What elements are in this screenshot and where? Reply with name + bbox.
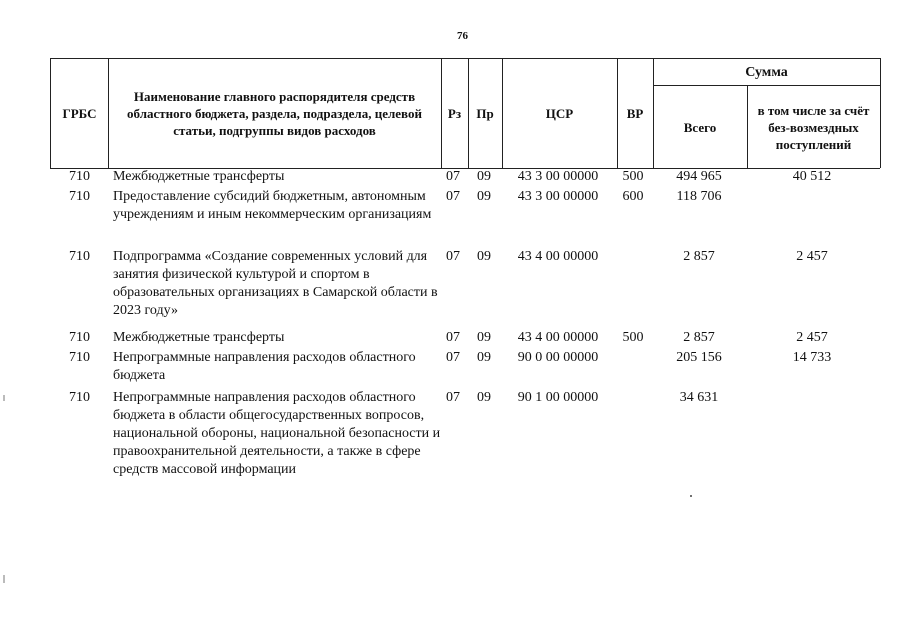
cell-total: 494 965 [676, 169, 722, 184]
cell-csr: 90 0 00 00000 [517, 350, 599, 365]
cell-grbs: 710 [69, 390, 90, 405]
header-rz: Рз [441, 58, 469, 168]
cell-rz: 07 [446, 249, 460, 264]
cell-incl: 40 512 [792, 169, 832, 184]
cell-total: 2 857 [683, 330, 715, 345]
cell-name: Непрограммные направления расходов областного бюджета в области общегосударственных вопросов, национальной обороны, национальной безопасности и правоохранительной деятельности, а также в сфере средств массовой информации [113, 390, 441, 477]
cell-vr: 600 [622, 189, 644, 204]
cell-name: Подпрограмма «Создание современных условий для занятия физической культурой и спортом в образовательных организациях в Самарской области в 2023 году» [113, 249, 438, 318]
cell-total: 205 156 [676, 350, 722, 365]
cell-pr: 09 [477, 189, 491, 204]
cell-grbs: 710 [69, 249, 90, 264]
cell-name: Предоставление субсидий бюджетным, автономным учреждениям и иным некоммерческим организациям [113, 189, 432, 222]
page-number: 76 [457, 30, 468, 42]
cell-rz: 07 [446, 390, 460, 405]
header-name: Наименование главного распорядителя средств областного бюджета, раздела, подраздела, целевой статьи, подгруппы видов расходов [108, 58, 442, 168]
cell-pr: 09 [477, 169, 491, 184]
cell-vr: 500 [622, 169, 644, 184]
cell-csr: 43 3 00 00000 [517, 169, 599, 184]
cell-grbs: 710 [69, 330, 90, 345]
cell-csr: 43 4 00 00000 [517, 330, 599, 345]
cell-rz: 07 [446, 169, 460, 184]
scan-speck [690, 495, 692, 497]
cell-name: Непрограммные направления расходов областного бюджета [113, 350, 416, 383]
cell-grbs: 710 [69, 169, 90, 184]
cell-csr: 43 3 00 00000 [517, 189, 599, 204]
header-total: Всего [653, 85, 748, 168]
cell-incl: 14 733 [792, 350, 832, 365]
header-incl: в том числе за счёт без-возмездных поступлений [747, 85, 881, 168]
cell-total: 34 631 [679, 390, 719, 405]
header-csr: ЦСР [502, 58, 618, 168]
table-header [50, 58, 880, 169]
cell-name: Межбюджетные трансферты [113, 330, 285, 345]
cell-total: 118 706 [676, 189, 722, 204]
cell-csr: 90 1 00 00000 [517, 390, 599, 405]
cell-vr: 500 [622, 330, 644, 345]
header-sum: Сумма [653, 58, 881, 86]
cell-rz: 07 [446, 350, 460, 365]
header-grbs: ГРБС [51, 58, 109, 168]
header-vr: ВР [617, 58, 654, 168]
scan-mark [3, 575, 5, 583]
cell-pr: 09 [477, 249, 491, 264]
cell-incl: 2 457 [796, 249, 828, 264]
header-pr: Пр [468, 58, 503, 168]
cell-name: Межбюджетные трансферты [113, 169, 285, 184]
cell-pr: 09 [477, 390, 491, 405]
cell-grbs: 710 [69, 350, 90, 365]
cell-grbs: 710 [69, 189, 90, 204]
cell-incl: 2 457 [796, 330, 828, 345]
cell-pr: 09 [477, 350, 491, 365]
cell-pr: 09 [477, 330, 491, 345]
cell-csr: 43 4 00 00000 [517, 249, 599, 264]
scan-mark [3, 395, 5, 401]
cell-rz: 07 [446, 330, 460, 345]
cell-rz: 07 [446, 189, 460, 204]
cell-total: 2 857 [683, 249, 715, 264]
